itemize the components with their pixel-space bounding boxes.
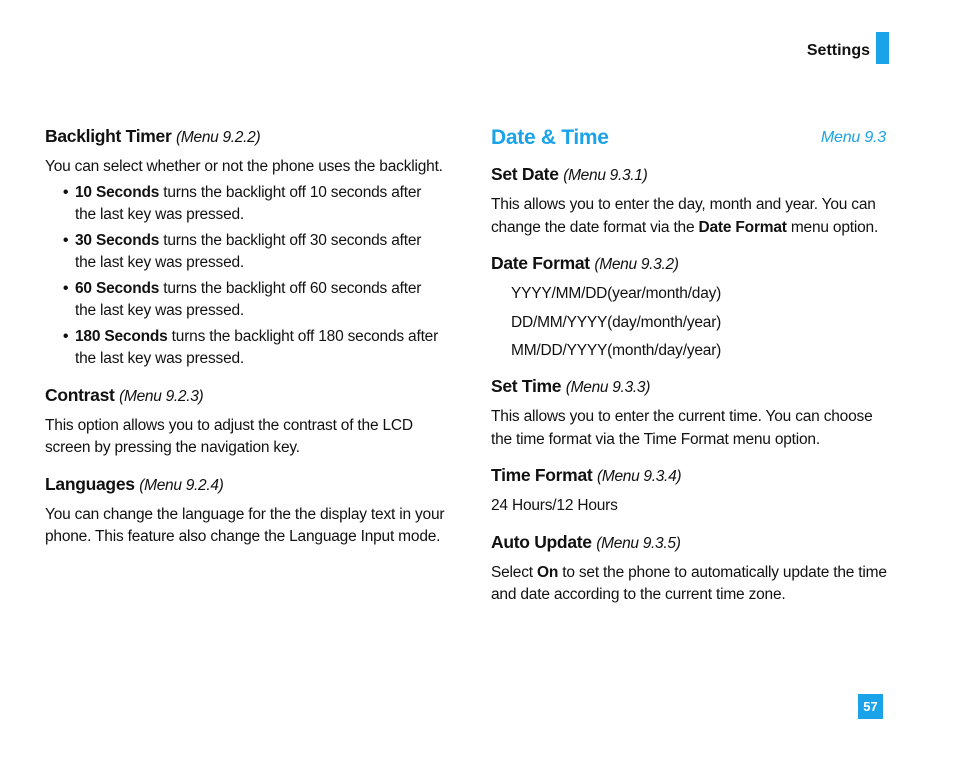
section-header-bar xyxy=(876,32,889,64)
set-date-heading xyxy=(491,162,891,188)
backlight-option: • 10 Seconds turns the backlight off 10 seconds after the last key was pressed. xyxy=(63,183,422,223)
languages-heading xyxy=(45,472,445,498)
auto-update-title: Auto Update xyxy=(491,531,592,552)
languages-title: Languages xyxy=(45,473,135,494)
contrast-section xyxy=(45,383,445,460)
date-format-options xyxy=(491,283,891,362)
backlight-title: Backlight Timer xyxy=(45,126,172,146)
right-column xyxy=(491,124,891,619)
date-time-title-row xyxy=(491,124,891,152)
set-time-menu: (Menu 9.3.3) xyxy=(565,379,651,396)
date-format-heading xyxy=(491,251,891,277)
backlight-section xyxy=(45,124,445,371)
auto-update-heading xyxy=(491,530,891,556)
date-format-section xyxy=(491,251,891,362)
section-header: Settings xyxy=(806,42,870,59)
languages-text: You can change the language for the the display text in your phone. This feature also change the Language Input mode. xyxy=(45,505,445,545)
auto-update-menu: (Menu 9.3.5) xyxy=(596,534,681,552)
set-time-heading xyxy=(491,374,891,400)
time-format-text: 24 Hours/12 Hours xyxy=(491,497,618,514)
languages-menu: (Menu 9.2.4) xyxy=(139,476,224,494)
set-time-title: Set Time xyxy=(491,376,562,396)
contrast-heading xyxy=(45,383,445,409)
backlight-option: • 60 Seconds turns the backlight off 60 seconds after the last key was pressed. xyxy=(63,279,422,319)
set-date-menu: (Menu 9.3.1) xyxy=(563,167,648,184)
backlight-option: • 30 Seconds turns the backlight off 30 seconds after the last key was pressed. xyxy=(63,231,422,271)
backlight-menu: (Menu 9.2.2) xyxy=(176,129,261,146)
time-format-title: Time Format xyxy=(491,465,593,485)
set-time-text: This allows you to enter the current time. You can choose the time format via the Time Format menu option. xyxy=(491,408,873,448)
backlight-heading xyxy=(45,124,445,150)
time-format-section xyxy=(491,463,891,518)
left-column xyxy=(45,124,445,561)
backlight-options xyxy=(45,182,445,371)
time-format-menu: (Menu 9.3.4) xyxy=(596,468,682,485)
set-time-section xyxy=(491,374,891,451)
date-format-menu: (Menu 9.3.2) xyxy=(594,256,679,273)
auto-update-section xyxy=(491,530,891,607)
set-date-text: This allows you to enter the day, month and year. You can change the date format via the Date Format menu option. xyxy=(491,196,879,236)
date-format-option: DD/MM/YYYY(day/month/year) xyxy=(511,313,722,331)
contrast-text: This option allows you to adjust the contrast of the LCD screen by pressing the navigation key. xyxy=(45,416,413,456)
page-number: 57 xyxy=(858,694,883,719)
date-time-title: Date & Time xyxy=(491,126,609,149)
set-date-section xyxy=(491,162,891,239)
contrast-title: Contrast xyxy=(45,384,115,405)
backlight-option: • 180 Seconds turns the backlight off 180 seconds after the last key was pressed. xyxy=(63,327,439,367)
contrast-menu: (Menu 9.2.3) xyxy=(119,387,204,405)
time-format-heading xyxy=(491,463,891,489)
set-date-title: Set Date xyxy=(491,164,559,184)
date-format-title: Date Format xyxy=(491,253,590,273)
backlight-intro: You can select whether or not the phone uses the backlight. xyxy=(45,158,443,175)
date-time-menu: Menu 9.3 xyxy=(820,129,886,146)
languages-section xyxy=(45,472,445,549)
auto-update-text: Select On to set the phone to automatically update the time and date according to the current time zone. xyxy=(491,563,887,603)
date-format-option: YYYY/MM/DD(year/month/day) xyxy=(511,285,722,302)
date-format-option: MM/DD/YYYY(month/day/year) xyxy=(511,342,722,359)
